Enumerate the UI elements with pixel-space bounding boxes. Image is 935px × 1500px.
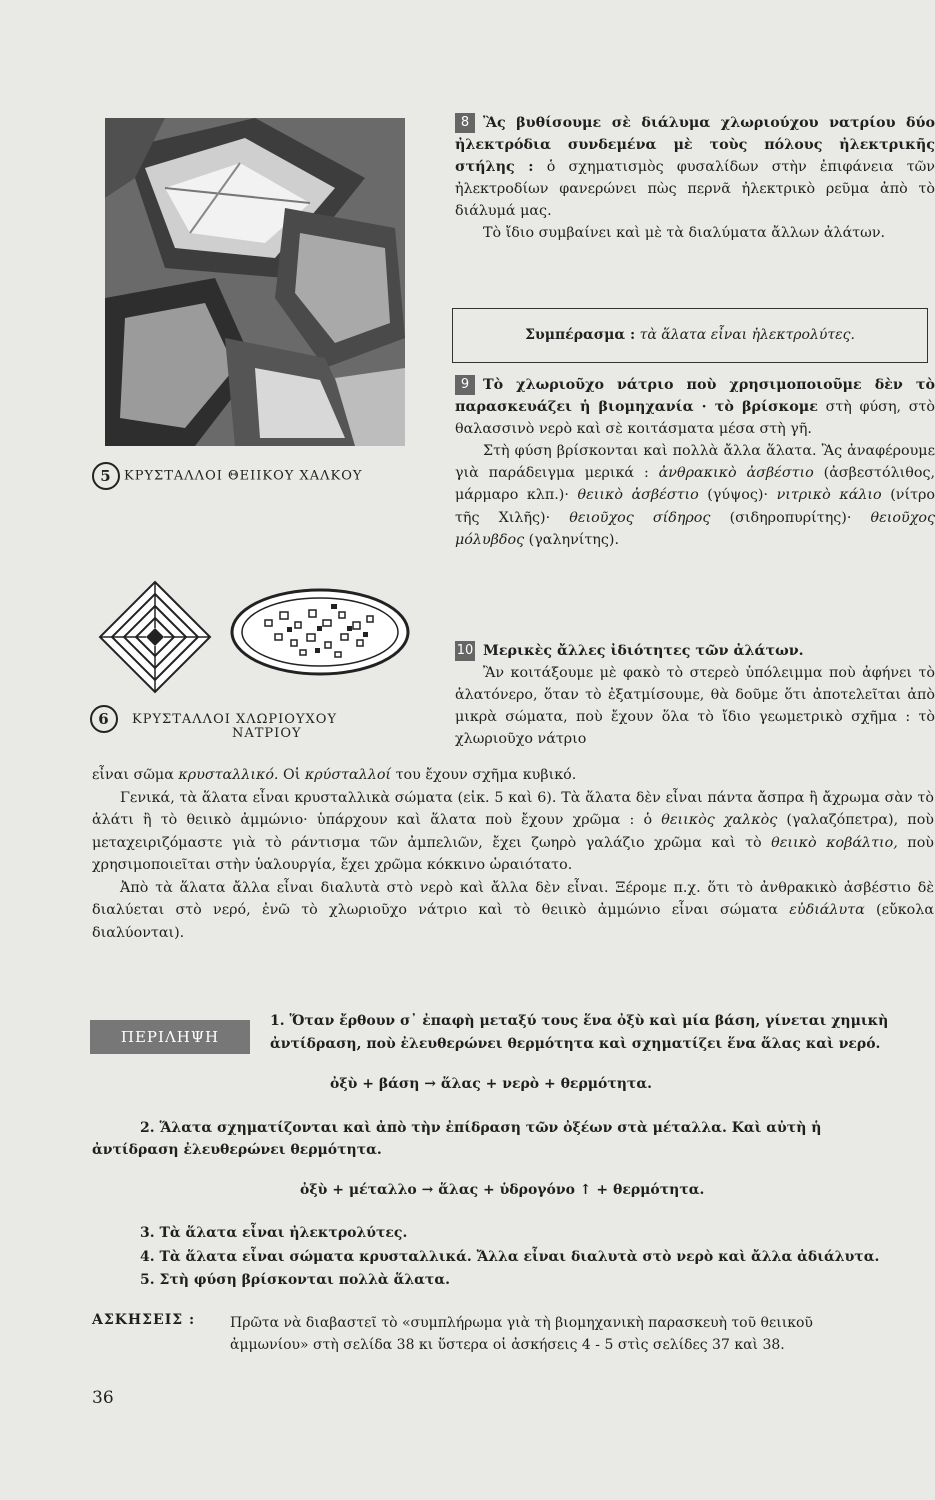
section-9 (455, 374, 935, 551)
figure-6-caption-line2: ΝΑΤΡΙΟΥ (232, 726, 302, 741)
b1-b: Οἱ (278, 767, 305, 783)
section-8-number: 8 (455, 113, 475, 133)
summary-equation-1: ὀξὺ + βάση → ἅλας + νερὸ + θερμότητα. (330, 1076, 652, 1092)
s9-term-3: νιτρικὸ κάλιο (776, 487, 882, 504)
summary-item-2-line-1: 2. Ἅλατα σχηματίζονται καὶ ἀπὸ τὴν ἐπίδραση τῶν ὀξέων στὰ μέταλλα. Καὶ αὐτὴ ἡ (140, 1120, 822, 1136)
section-10-title: Μερικὲς ἄλλες ἰδιότητες τῶν ἀλάτων. (483, 643, 804, 659)
section-9-number: 9 (455, 375, 475, 395)
s9-term-1: ἀνθρακικὸ ἀσβέστιο (658, 465, 814, 482)
body-line-1 (92, 764, 934, 786)
right-column (455, 112, 935, 245)
section-10-paragraph: Ἂν κοιτάξουμε μὲ φακὸ τὸ στερεὸ ὑπόλειμμα ποὺ ἀφήνει τὸ ἁλατόνερο, ὅταν τὸ ἐξατμίσουμε, θὰ δοῦμε ὅτι ἀποτελεῖται ἀπὸ μικρὰ σώματα, ποὺ ἔχουν ὅλα τὸ ἴδιο γεωμετρικὸ σχῆμα : τὸ χλωριοῦχο νάτριο (455, 665, 935, 748)
summary-item-1-line-2: ἀντίδραση, ποὺ ἐλευθερώνει θερμότητα καὶ σχηματίζει ἕνα ἅλας καὶ νερό. (270, 1036, 881, 1052)
b1-term-2: κρύσταλλοί (304, 767, 392, 783)
figure-6-number: 6 (90, 705, 118, 733)
figure-6-caption-line1: ΚΡΥΣΤΑΛΛΟΙ ΧΛΩΡΙΟΥΧΟΥ (132, 711, 338, 727)
hopper-crystal-drawing (100, 582, 210, 692)
s9-text-f: (γαληνίτης). (524, 531, 619, 548)
b2-b: (γαλαζόπετρα), ποὺ μεταχειριζόμαστε γιὰ τὸ ράντισμα τῶν ἀμπελιῶν, ἔχει ζωηρὸ γαλάζιο χρῶμα καὶ τὸ (92, 812, 934, 851)
s9-text-c: (γύψος)· (698, 487, 777, 504)
b3-a: Ἀπὸ τὰ ἅλατα ἄλλα εἶναι διαλυτὰ στὸ νερὸ καὶ ἄλλα δὲν εἶναι. Ξέρομε π.χ. ὅτι τὸ ἀνθρακικὸ ἀσβέστιο δὲ διαλύεται στὸ νερό, ἐνῶ τὸ χλωριοῦχο νάτριο καὶ τὸ θειικὸ ἀμμώνιο εἶναι σώματα (92, 880, 934, 919)
section-8-text: ὁ σχηματισμὸς φυσαλίδων στὴν ἐπιφάνεια τῶν ἠλεκτροδίων φανερώνει πὼς περνᾶ ἠλεκτρικὸ ρεῦμα ἀπὸ τὸ διάλυμά μας. (455, 159, 935, 220)
section-10-title-line (455, 640, 935, 662)
s9-text-e: (σιδηροπυρίτης)· (710, 509, 871, 526)
b2-term-2: θειικὸ κοβάλτιο, (771, 834, 898, 851)
exercises-text (230, 1312, 935, 1356)
b3-term: εὐδιάλυτα (789, 902, 865, 919)
figure-5-number: 5 (92, 462, 120, 490)
section-8-paragraph-2: Τὸ ἴδιο συμβαίνει καὶ μὲ τὰ διαλύματα ἄλλων ἀλάτων. (483, 225, 886, 242)
conclusion-label: Συμπέρασμα : (525, 327, 636, 343)
salt-dish-drawing (232, 590, 408, 674)
sodium-chloride-crystals-drawing (95, 572, 425, 702)
copper-sulfate-crystals-photo (105, 118, 405, 446)
crystal-photo-image (105, 118, 405, 446)
body-paragraph-3 (92, 877, 934, 944)
s9-term-4: θειοῦχος σίδηρος (569, 509, 711, 526)
s9-term-2: θειικὸ ἀσβέστιο (577, 487, 699, 504)
section-10 (455, 640, 935, 750)
exercises-line-2: ἀμμωνίου» στὴ σελίδα 38 κι ὕστερα οἱ ἀσκήσεις 4 - 5 στὶς σελίδες 37 καὶ 38. (230, 1337, 785, 1353)
summary-item-5: 5. Στὴ φύση βρίσκονται πολλὰ ἅλατα. (140, 1272, 451, 1288)
summary-item-4: 4. Τὰ ἅλατα εἶναι σώματα κρυσταλλικά. Ἄλλα εἶναι διαλυτὰ στὸ νερὸ καὶ ἄλλα ἀδιάλυτα. (140, 1249, 880, 1265)
b1-a: εἶναι σῶμα (92, 767, 179, 783)
exercises-label: ΑΣΚΗΣΕΙΣ : (92, 1312, 196, 1328)
b2-a: Γενικά, τὰ ἅλατα εἶναι κρυσταλλικὰ σώματα (εἰκ. 5 καὶ 6). Τὰ ἅλατα δὲν εἶναι πάντα ἄσπρα ἢ ἄχρωμα σὰν τὸ ἁλάτι ἢ τὸ θειικὸ ἀμμώνιο· ὑπάρχουν καὶ ἅλατα ποὺ ἔχουν χρῶμα : ὁ (92, 790, 934, 829)
summary-item-3: 3. Τὰ ἅλατα εἶναι ἠλεκτρολύτες. (140, 1225, 408, 1241)
summary-item-1-line-1: 1. Ὅταν ἔρθουν σ᾿ ἐπαφὴ μεταξύ τους ἕνα ὀξὺ καὶ μία βάση, γίνεται χημικὴ (270, 1013, 889, 1029)
section-9-bold-text: Τὸ χλωριοῦχο νάτριο ποὺ χρησιμοποιοῦμε δὲν τὸ παρασκευάζει ἡ βιομηχανία · τὸ βρίσκομε (455, 377, 935, 416)
figure-5-caption (92, 462, 362, 490)
section-9-paragraph (455, 374, 935, 440)
section-9-paragraph-2 (455, 440, 935, 550)
section-10-number: 10 (455, 641, 475, 661)
s9-text-d: (νίτρο τῆς Χιλῆς)· (455, 487, 935, 526)
summary-equation-2: ὀξὺ + μέταλλο → ἅλας + ὑδρογόνο ↑ + θερμότητα. (300, 1182, 705, 1198)
section-8-bold-text: Ἂς βυθίσουμε σὲ διάλυμα χλωριούχου νατρίου δύο ἠλεκτρόδια συνδεμένα μὲ τοὺς πόλους ἠλεκτρικῆς στήλης : (455, 115, 935, 176)
b3-b: (εὔκολα διαλύονται). (92, 902, 934, 941)
body-paragraph-2 (92, 787, 934, 876)
conclusion-box (452, 308, 928, 363)
b2-c: ποὺ χρησιμοποιεῖται στὴν ὑαλουργία, ἔχει χρῶμα κόκκινο ὡραιότατο. (92, 834, 934, 873)
b2-term-1: θειικὸς χαλκὸς (661, 812, 778, 829)
b1-term-1: κρυσταλλικό. (178, 767, 279, 783)
section-8-paragraph (455, 112, 935, 222)
s9-text-b: (ἀσβεστόλιθος, μάρμαρο κλπ.)· (455, 465, 935, 504)
figure-5-caption-text: ΚΡΥΣΤΑΛΛΟΙ ΘΕΙΙΚΟΥ ΧΑΛΚΟΥ (124, 468, 363, 484)
b1-c: του ἔχουν σχῆμα κυβικό. (391, 767, 577, 783)
summary-label: ΠΕΡΙΛΗΨΗ (90, 1020, 250, 1054)
s9-text-a: Στὴ φύση βρίσκονται καὶ πολλὰ ἄλλα ἅλατα. Ἂς ἀναφέρουμε γιὰ παράδειγμα μερικά : (455, 443, 935, 482)
exercises-line-1: Πρῶτα νὰ διαβαστεῖ τὸ «συμπλήρωμα γιὰ τὴ βιομηχανικὴ παρασκευὴ τοῦ θειικοῦ (230, 1315, 813, 1331)
page-number: 36 (92, 1388, 114, 1408)
summary-item-2-line-2: ἀντίδραση ἐλευθερώνει θερμότητα. (92, 1142, 382, 1158)
section-9-text: στὴ φύση, στὸ θαλασσινὸ νερὸ καὶ σὲ κοιτάσματα μέσα στὴ γῆ. (455, 399, 935, 438)
s9-term-5: θειοῦχος μόλυβδος (455, 509, 935, 548)
conclusion-text: τὰ ἅλατα εἶναι ἠλεκτρολύτες. (635, 327, 855, 343)
